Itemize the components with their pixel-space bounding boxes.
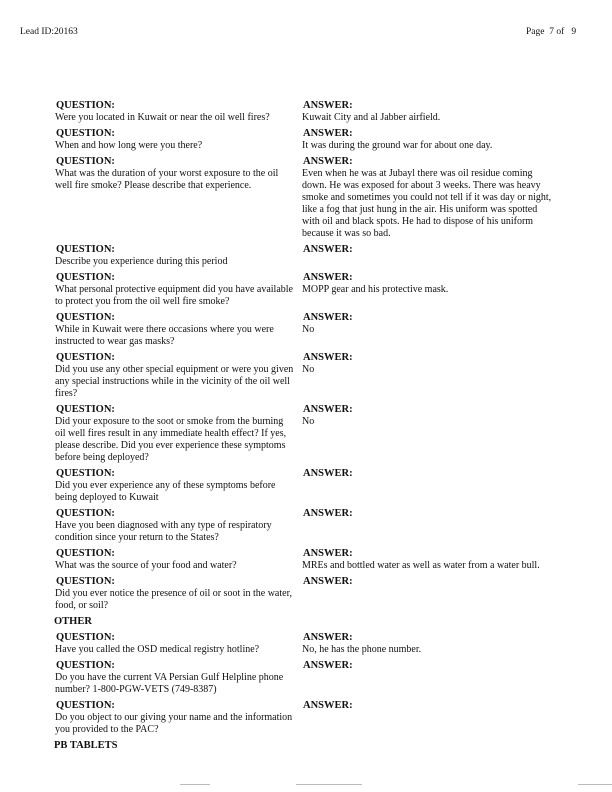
- answer-label: ANSWER:: [303, 312, 353, 323]
- answer-label: ANSWER:: [303, 128, 353, 139]
- question-text: Did your exposure to the soot or smoke from the burning oil well fires result in any immediate health effect? If yes, please describe. Did you ever experience these symptoms before being deployed?: [55, 416, 287, 463]
- question-cell: [55, 311, 302, 348]
- answer-cell: [302, 127, 560, 152]
- question-label: QUESTION:: [56, 660, 115, 671]
- answer-cell: [302, 403, 560, 464]
- question-answer-row: [55, 351, 565, 400]
- question-answer-row: [55, 243, 565, 268]
- question-cell: [55, 575, 302, 612]
- answer-text: MREs and bottled water as well as water from a water bull.: [302, 560, 540, 571]
- answer-text: No: [302, 364, 315, 375]
- answer-label: ANSWER:: [303, 548, 353, 559]
- question-cell: [55, 699, 302, 736]
- question-cell: [55, 155, 302, 240]
- answer-label: ANSWER:: [303, 508, 353, 519]
- question-label: QUESTION:: [56, 548, 115, 559]
- question-answer-row: [55, 155, 565, 240]
- question-answer-row: [55, 127, 565, 152]
- question-label: QUESTION:: [56, 244, 115, 255]
- answer-cell: [302, 699, 560, 736]
- section-heading-other: OTHER: [54, 616, 92, 627]
- question-answer-row: [55, 507, 565, 544]
- question-label: QUESTION:: [56, 700, 115, 711]
- answer-label: ANSWER:: [303, 156, 353, 167]
- answer-text: Kuwait City and al Jabber airfield.: [302, 112, 441, 123]
- question-answer-row: [55, 99, 565, 124]
- question-cell: [55, 271, 302, 308]
- question-cell: [55, 631, 302, 656]
- question-answer-row: [55, 631, 565, 656]
- question-cell: [55, 547, 302, 572]
- question-label: QUESTION:: [56, 632, 115, 643]
- answer-cell: [302, 271, 560, 308]
- question-label: QUESTION:: [56, 156, 115, 167]
- question-answer-list: [55, 99, 565, 755]
- section-heading-pb-tablets: PB TABLETS: [54, 740, 118, 751]
- answer-label: ANSWER:: [303, 272, 353, 283]
- answer-cell: [302, 631, 560, 656]
- question-label: QUESTION:: [56, 272, 115, 283]
- question-cell: [55, 351, 302, 400]
- question-label: QUESTION:: [56, 576, 115, 587]
- question-text: Have you called the OSD medical registry hotline?: [55, 644, 260, 655]
- question-label: QUESTION:: [56, 352, 115, 363]
- question-text: Did you ever experience any of these symptoms before being deployed to Kuwait: [55, 480, 276, 503]
- question-text: What personal protective equipment did you have available to protect you from the oil well fire smoke?: [55, 284, 293, 307]
- answer-text: MOPP gear and his protective mask.: [302, 284, 449, 295]
- question-text: What was the source of your food and water?: [55, 560, 237, 571]
- answer-label: ANSWER:: [303, 352, 353, 363]
- question-label: QUESTION:: [56, 508, 115, 519]
- answer-text: Even when he was at Jubayl there was oil residue coming down. He was exposed for about 3 weeks. There was heavy smoke and sometimes you could not tell if it was day or night, like a fog that just hung in the air. His uniform was spotted with oil and black spots. He had to dispose of his uniform because it was so bad.: [302, 168, 552, 239]
- question-cell: [55, 403, 302, 464]
- question-cell: [55, 659, 302, 696]
- answer-label: ANSWER:: [303, 100, 353, 111]
- question-text: When and how long were you there?: [55, 140, 203, 151]
- answer-cell: [302, 351, 560, 400]
- answer-text: No, he has the phone number.: [302, 644, 422, 655]
- answer-label: ANSWER:: [303, 244, 353, 255]
- question-answer-row: [55, 467, 565, 504]
- answer-cell: [302, 99, 560, 124]
- question-answer-row: [55, 659, 565, 696]
- answer-cell: [302, 155, 560, 240]
- answer-cell: [302, 659, 560, 696]
- answer-cell: [302, 575, 560, 612]
- answer-label: ANSWER:: [303, 700, 353, 711]
- answer-text: No: [302, 416, 315, 427]
- question-text: Did you ever notice the presence of oil or soot in the water, food, or soil?: [55, 588, 293, 611]
- answer-text: It was during the ground war for about one day.: [302, 140, 493, 151]
- page-number: Page 7 of 9: [526, 27, 577, 37]
- question-answer-row: [55, 547, 565, 572]
- answer-cell: [302, 243, 560, 268]
- answer-label: ANSWER:: [303, 468, 353, 479]
- answer-label: ANSWER:: [303, 660, 353, 671]
- question-cell: [55, 467, 302, 504]
- question-text: While in Kuwait were there occasions where you were instructed to wear gas masks?: [55, 324, 274, 347]
- question-label: QUESTION:: [56, 404, 115, 415]
- answer-cell: [302, 507, 560, 544]
- question-cell: [55, 243, 302, 268]
- question-answer-row: [55, 403, 565, 464]
- answer-label: ANSWER:: [303, 632, 353, 643]
- question-cell: [55, 507, 302, 544]
- footer-mark: [578, 784, 612, 785]
- question-cell: [55, 99, 302, 124]
- lead-id: Lead ID:20163: [20, 27, 78, 37]
- answer-cell: [302, 547, 560, 572]
- question-text: What was the duration of your worst exposure to the oil well fire smoke? Please describe that experience.: [55, 168, 279, 191]
- question-text: Were you located in Kuwait or near the oil well fires?: [55, 112, 270, 123]
- answer-label: ANSWER:: [303, 576, 353, 587]
- question-text: Have you been diagnosed with any type of respiratory condition since your return to the States?: [55, 520, 272, 543]
- question-answer-row: [55, 699, 565, 736]
- question-label: QUESTION:: [56, 468, 115, 479]
- question-cell: [55, 127, 302, 152]
- question-text: Do you object to our giving your name and the information you provided to the PAC?: [55, 712, 293, 735]
- question-label: QUESTION:: [56, 312, 115, 323]
- question-text: Do you have the current VA Persian Gulf Helpline phone number? 1-800-PGW-VETS (749-8387): [55, 672, 284, 695]
- footer-mark: [180, 784, 210, 785]
- question-answer-row: [55, 575, 565, 612]
- answer-cell: [302, 311, 560, 348]
- answer-label: ANSWER:: [303, 404, 353, 415]
- question-label: QUESTION:: [56, 128, 115, 139]
- question-label: QUESTION:: [56, 100, 115, 111]
- answer-text: No: [302, 324, 315, 335]
- question-text: Describe you experience during this period: [55, 256, 228, 267]
- footer-mark: [296, 784, 362, 785]
- question-answer-row: [55, 271, 565, 308]
- question-text: Did you use any other special equipment or were you given any special instructions while in the vicinity of the oil well fires?: [55, 364, 294, 399]
- answer-cell: [302, 467, 560, 504]
- question-answer-row: [55, 311, 565, 348]
